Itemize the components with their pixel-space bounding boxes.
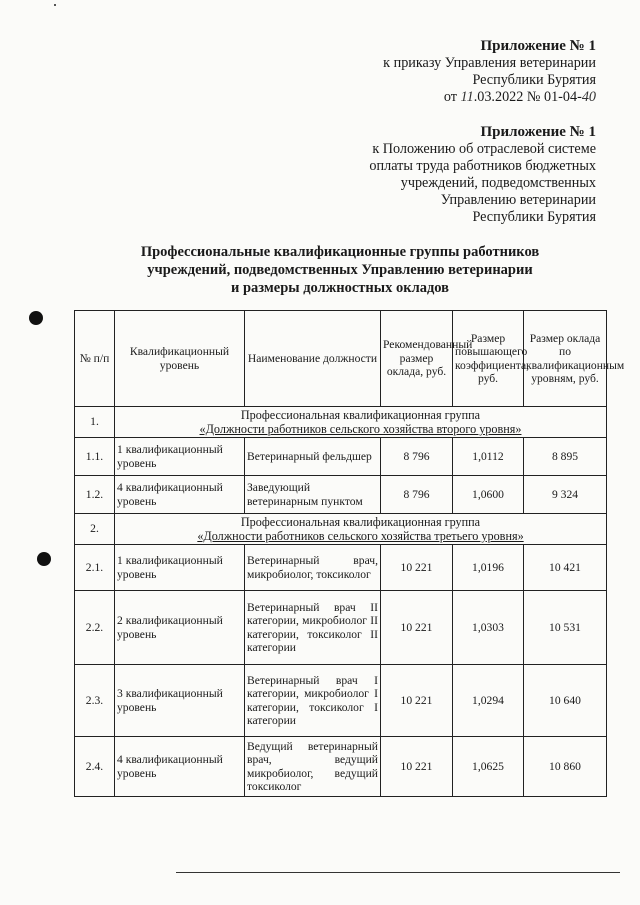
- group-row: [75, 407, 607, 438]
- row-position: Заведующий ветеринарным пунктом: [245, 476, 381, 514]
- col-header-num: № п/п: [75, 311, 115, 407]
- row-salary: 10 221: [381, 737, 453, 797]
- order-date-line: [296, 89, 596, 106]
- row-position: Ветеринарный врач II категории, микробиолог II категории, токсиколог II категории: [245, 591, 381, 665]
- row-coefficient: 1,0600: [453, 476, 524, 514]
- col-header-coefficient: Размер повышающего коэффициента, руб.: [453, 311, 524, 407]
- table-header-row: [75, 311, 607, 407]
- row-level: 1 квалификационный уровень: [115, 438, 245, 476]
- regulation-appendix-header: [266, 124, 596, 226]
- row-result: 10 531: [524, 591, 607, 665]
- row-result: 10 421: [524, 545, 607, 591]
- col-header-position: Наименование должности: [245, 311, 381, 407]
- row-level: 4 квалификационный уровень: [115, 476, 245, 514]
- date-prefix: от: [443, 89, 461, 105]
- row-num: 1.1.: [75, 438, 115, 476]
- row-coefficient: 1,0112: [453, 438, 524, 476]
- row-position: Ветеринарный фельдшер: [245, 438, 381, 476]
- table-row: [75, 591, 607, 665]
- row-num: 2.2.: [75, 591, 115, 665]
- row-num: 2.3.: [75, 665, 115, 737]
- row-level: 4 квалификационный уровень: [115, 737, 245, 797]
- regulation-line: к Положению об отраслевой системе: [372, 141, 596, 157]
- row-salary: 10 221: [381, 545, 453, 591]
- group-name: «Должности работников сельского хозяйства второго уровня»: [199, 422, 522, 436]
- table-row: [75, 545, 607, 591]
- row-position: Ветеринарный врач, микробиолог, токсиколог: [245, 545, 381, 591]
- group-cell: [115, 514, 607, 545]
- date-rest: .03.2022 № 01-04-: [473, 89, 582, 105]
- col-header-salary: Рекомендованный размер оклада, руб.: [381, 311, 453, 407]
- table-row: [75, 665, 607, 737]
- group-row: [75, 514, 607, 545]
- title-line: учреждений, подведомственных Управлению ветеринарии: [147, 262, 533, 278]
- col-header-result: Размер оклада по квалификационным уровням, руб.: [524, 311, 607, 407]
- group-num: 2.: [75, 514, 115, 545]
- row-coefficient: 1,0303: [453, 591, 524, 665]
- row-num: 2.1.: [75, 545, 115, 591]
- handwritten-doc-number: 40: [581, 89, 596, 105]
- order-appendix-header: [296, 38, 596, 106]
- row-coefficient: 1,0294: [453, 665, 524, 737]
- order-line: к приказу Управления ветеринарии: [383, 55, 596, 71]
- row-salary: 10 221: [381, 591, 453, 665]
- table-row: [75, 737, 607, 797]
- table-row: [75, 438, 607, 476]
- title-line: и размеры должностных окладов: [230, 280, 450, 296]
- row-result: 10 860: [524, 737, 607, 797]
- row-coefficient: 1,0196: [453, 545, 524, 591]
- republic-line: Республики Бурятия: [472, 72, 596, 88]
- regulation-line: оплаты труда работников бюджетных: [369, 158, 596, 174]
- document-title: [90, 243, 590, 297]
- group-name: «Должности работников сельского хозяйства третьего уровня»: [197, 529, 524, 543]
- regulation-line: Управлению ветеринарии: [440, 192, 596, 208]
- title-line: Профессиональные квалификационные группы работников: [140, 244, 540, 260]
- row-num: 1.2.: [75, 476, 115, 514]
- group-cell: [115, 407, 607, 438]
- appendix-title: Приложение № 1: [480, 38, 596, 54]
- row-result: 9 324: [524, 476, 607, 514]
- punch-hole: [29, 311, 43, 325]
- regulation-line: учреждений, подведомственных: [400, 175, 596, 191]
- regulation-line: Республики Бурятия: [472, 209, 596, 225]
- punch-hole: [37, 552, 51, 566]
- row-level: 1 квалификационный уровень: [115, 545, 245, 591]
- group-title: Профессиональная квалификационная группа: [240, 408, 481, 422]
- handwritten-day: 11: [460, 89, 474, 105]
- salary-table: [74, 310, 625, 797]
- row-level: 3 квалификационный уровень: [115, 665, 245, 737]
- row-position: Ведущий ветеринарный врач, ведущий микробиолог, ведущий токсиколог: [245, 737, 381, 797]
- scan-speck: [54, 4, 56, 6]
- appendix-title-2: Приложение № 1: [480, 124, 596, 140]
- group-num: 1.: [75, 407, 115, 438]
- row-level: 2 квалификационный уровень: [115, 591, 245, 665]
- row-coefficient: 1,0625: [453, 737, 524, 797]
- row-salary: 8 796: [381, 476, 453, 514]
- page-bottom-rule: [176, 872, 620, 873]
- row-num: 2.4.: [75, 737, 115, 797]
- row-position: Ветеринарный врач I категории, микробиолог I категории, токсиколог I категории: [245, 665, 381, 737]
- table-row: [75, 476, 607, 514]
- row-result: 8 895: [524, 438, 607, 476]
- group-title: Профессиональная квалификационная группа: [240, 515, 481, 529]
- row-result: 10 640: [524, 665, 607, 737]
- col-header-level: Квалификационный уровень: [115, 311, 245, 407]
- row-salary: 10 221: [381, 665, 453, 737]
- row-salary: 8 796: [381, 438, 453, 476]
